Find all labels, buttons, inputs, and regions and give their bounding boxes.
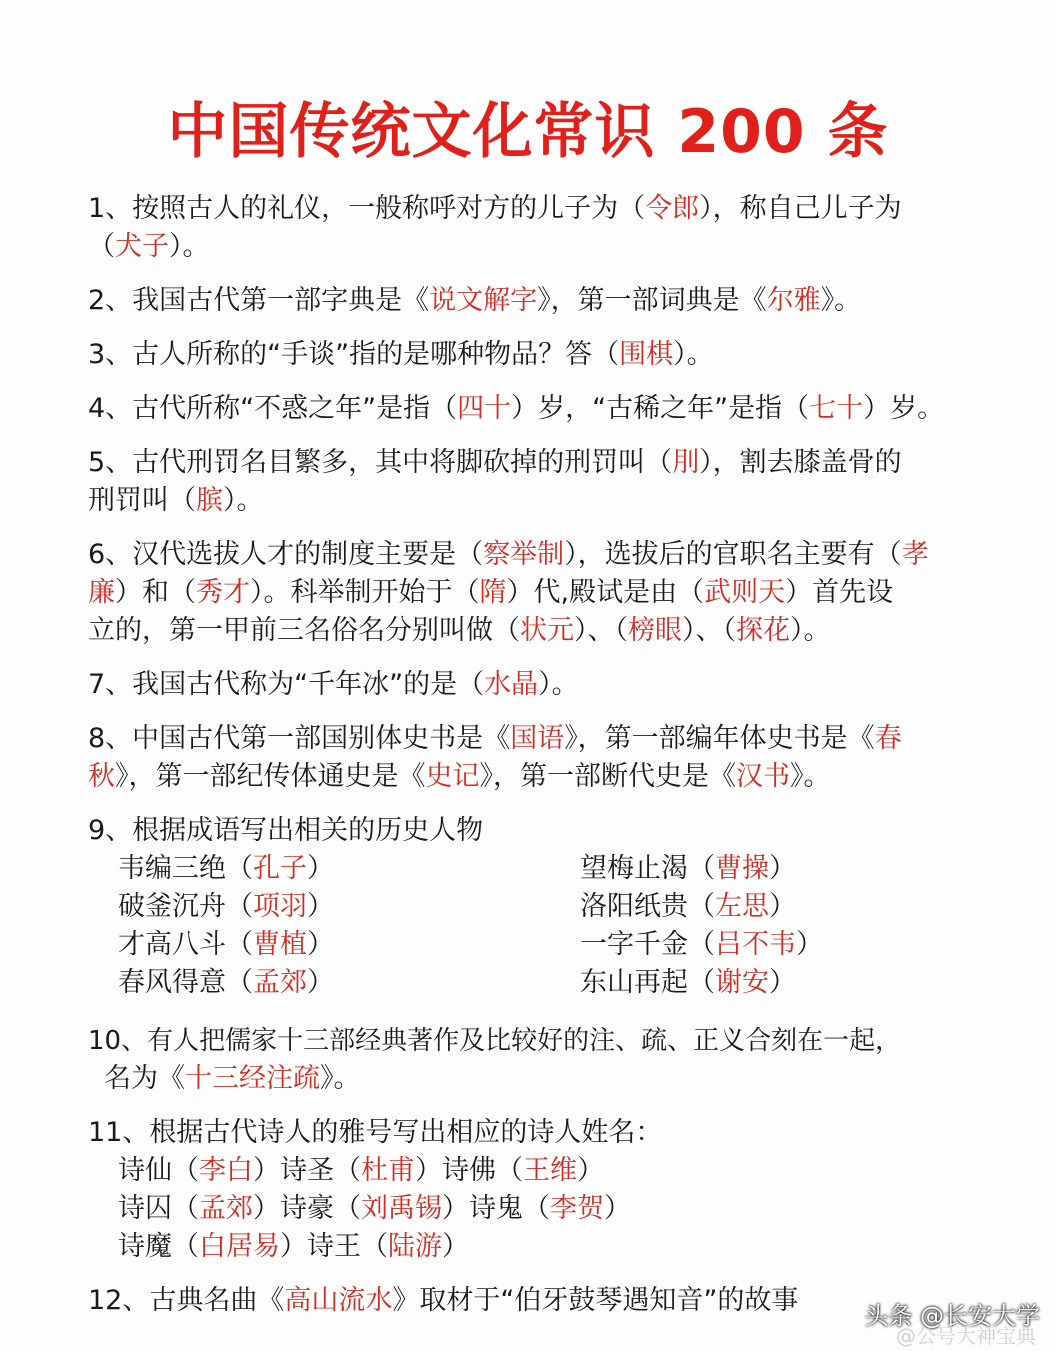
poet-text: ） <box>604 1193 631 1224</box>
idiom-answer: 孟郊 <box>253 967 307 998</box>
poet-text: 诗王（ <box>307 1231 388 1262</box>
item-12-text: 12、古典名曲《 <box>88 1285 285 1316</box>
page-title: 中国传统文化常识 200 条 <box>167 97 889 167</box>
item-6-line-1 <box>88 536 978 574</box>
idiom-text: ） <box>307 853 334 884</box>
idiom-row <box>118 850 334 888</box>
item-1-text: （ <box>88 231 115 262</box>
item-6-text: ）。 <box>790 615 831 646</box>
idiom-row <box>118 926 334 964</box>
item-1-text: 1、按照古人的礼仪，一般称呼对方的儿子为（ <box>88 193 646 224</box>
idiom-answer: 孔子 <box>253 853 307 884</box>
item-3 <box>88 336 978 374</box>
watermark-toutiao: 头条 @长安大学 <box>864 1302 1040 1330</box>
poet-text: 诗圣（ <box>280 1155 361 1186</box>
item-8-text: 》，第一部编年体史书是《 <box>564 723 875 754</box>
item-6-text: ），选拔后的官职名主要有（ <box>564 539 902 570</box>
item-1-text: ），称自己儿子为 <box>699 193 902 224</box>
poet-text: 诗囚（ <box>118 1193 199 1224</box>
poet-answer: 孟郊 <box>199 1193 253 1224</box>
item-5-text: 刑罚叫（ <box>88 485 196 516</box>
item-5-line-1 <box>88 444 978 482</box>
poet-text: ） <box>577 1155 604 1186</box>
idiom-row <box>580 926 823 964</box>
poet-text: 诗魔（ <box>118 1231 199 1262</box>
idiom-text: 一字千金（ <box>580 929 715 960</box>
idiom-text: 破釜沉舟（ <box>118 891 253 922</box>
item-5-answer-2: 膑 <box>196 485 223 516</box>
idiom-row <box>580 850 796 888</box>
item-2-text: 2、我国古代第一部字典是《 <box>88 285 430 316</box>
idiom-answer: 谢安 <box>715 967 769 998</box>
idiom-row <box>118 964 334 1002</box>
poet-row-3 <box>118 1228 469 1266</box>
poet-answer: 杜甫 <box>361 1155 415 1186</box>
idiom-text: ） <box>307 929 334 960</box>
item-1-text: ）。 <box>169 231 210 262</box>
poet-answer: 王维 <box>523 1155 577 1186</box>
item-6-answer: 榜眼 <box>628 615 682 646</box>
idiom-text: 韦编三绝（ <box>118 853 253 884</box>
idiom-text: ） <box>796 929 823 960</box>
poet-answer: 李白 <box>199 1155 253 1186</box>
idiom-text: 春风得意（ <box>118 967 253 998</box>
item-6-line-2 <box>88 574 978 612</box>
item-3-text: 3、古人所称的“手谈”指的是哪种物品？答（ <box>88 339 620 370</box>
item-8-answer: 史记 <box>425 761 480 792</box>
item-6-answer: 状元 <box>520 615 574 646</box>
item-10-line-1: 10、有人把儒家十三部经典著作及比较好的注、疏、正义合刻在一起， <box>88 1026 902 1056</box>
item-5-line-2 <box>88 482 978 520</box>
item-6-answer: 探花 <box>736 615 790 646</box>
poet-text: 诗仙（ <box>118 1155 199 1186</box>
poet-text: ） <box>253 1193 280 1224</box>
item-6-text: ）和（ <box>115 577 196 608</box>
item-8-answer: 春 <box>874 723 902 754</box>
item-6-answer: 秀才 <box>196 577 250 608</box>
item-8-answer: 汉书 <box>736 761 790 792</box>
poet-text: 诗豪（ <box>280 1193 361 1224</box>
item-2-answer-1: 说文解字 <box>429 285 538 316</box>
item-1-line-1 <box>88 190 978 228</box>
item-2-answer-2: 尔雅 <box>766 285 821 316</box>
item-5-text: ）。 <box>223 485 264 516</box>
idiom-row <box>118 888 334 926</box>
poet-text: ） <box>442 1231 469 1262</box>
item-11-heading: 11、根据古代诗人的雅号写出相应的诗人姓名： <box>88 1117 663 1148</box>
item-10-answer: 十三经注疏 <box>185 1063 320 1094</box>
item-8-text: 8、中国古代第一部国别体史书是《 <box>88 723 511 754</box>
item-4 <box>88 390 978 428</box>
item-4-text: ）岁，“古稀之年”是指（ <box>511 393 810 424</box>
item-1-answer-1: 令郎 <box>645 193 700 224</box>
idiom-text: ） <box>307 967 334 998</box>
item-5-text: 5、古代刑罚名目繁多，其中将脚砍掉的刑罚叫（ <box>88 447 673 478</box>
item-6-answer: 武则天 <box>704 577 786 608</box>
item-10-text: 》。 <box>320 1063 361 1094</box>
item-4-text: 4、古代所称“不惑之年”是指（ <box>88 393 458 424</box>
idiom-text: ） <box>769 853 796 884</box>
item-4-answer-1: 四十 <box>457 393 512 424</box>
item-6-answer: 隋 <box>479 577 507 608</box>
item-4-answer-2: 七十 <box>809 393 864 424</box>
item-6-text: 6、汉代选拔人才的制度主要是（ <box>88 539 484 570</box>
poet-answer: 白居易 <box>199 1231 280 1262</box>
item-4-text: ）岁。 <box>863 393 945 424</box>
item-5-answer-1: 刖 <box>672 447 700 478</box>
item-7-text: ）。 <box>538 669 579 700</box>
item-6-text: 立的，第一甲前三名俗名分别叫做（ <box>88 615 520 646</box>
item-12-answer: 高山流水 <box>284 1285 393 1316</box>
item-6-line-3 <box>88 612 978 650</box>
poet-answer: 陆游 <box>388 1231 442 1262</box>
watermark-secondary: @公号大神宝典 <box>896 1324 1036 1348</box>
item-3-answer: 围棋 <box>619 339 674 370</box>
item-5-text: ），割去膝盖骨的 <box>699 447 902 478</box>
item-6-text: ）首先设 <box>785 577 894 608</box>
idiom-answer: 左思 <box>715 891 769 922</box>
idiom-answer: 曹操 <box>715 853 769 884</box>
poet-text: ） <box>253 1155 280 1186</box>
item-8-line-2 <box>88 758 978 796</box>
poet-answer: 李贺 <box>550 1193 604 1224</box>
idiom-text: ） <box>307 891 334 922</box>
item-7-answer: 水晶 <box>484 669 539 700</box>
item-6-answer: 廉 <box>88 577 115 608</box>
idiom-text: ） <box>769 891 796 922</box>
idiom-answer: 吕不韦 <box>715 929 796 960</box>
idiom-text: 才高八斗（ <box>118 929 253 960</box>
item-6-text: ）、（ <box>682 615 736 646</box>
item-8-line-1 <box>88 720 978 758</box>
idiom-text: 望梅止渴（ <box>580 853 715 884</box>
item-1-answer-2: 犬子 <box>115 231 169 262</box>
item-6-text: ）代,殿试是由（ <box>506 577 705 608</box>
item-8-text: 》，第一部断代史是《 <box>479 761 736 792</box>
item-3-text: ）。 <box>673 339 714 370</box>
item-6-answer: 察举制 <box>483 539 565 570</box>
item-8-text: 》。 <box>790 761 831 792</box>
idiom-text: 洛阳纸贵（ <box>580 891 715 922</box>
item-1-line-2 <box>88 228 978 266</box>
poet-answer: 刘禹锡 <box>361 1193 442 1224</box>
idiom-row <box>580 964 796 1002</box>
item-8-answer: 秋 <box>88 761 115 792</box>
poet-row-2 <box>118 1190 631 1228</box>
item-2 <box>88 282 978 320</box>
item-2-text: 》。 <box>820 285 862 316</box>
item-6-answer: 孝 <box>901 539 929 570</box>
item-10-text: 名为《 <box>104 1063 185 1094</box>
item-8-answer: 国语 <box>510 723 565 754</box>
idiom-text: ） <box>769 967 796 998</box>
idiom-text: 东山再起（ <box>580 967 715 998</box>
idiom-answer: 曹植 <box>253 929 307 960</box>
poet-text: 诗佛（ <box>442 1155 523 1186</box>
item-7 <box>88 666 978 704</box>
poet-text: ） <box>415 1155 442 1186</box>
item-9-heading: 9、根据成语写出相关的历史人物 <box>88 815 484 846</box>
poet-text: 诗鬼（ <box>469 1193 550 1224</box>
idiom-row <box>580 888 796 926</box>
item-6-text: ）、（ <box>574 615 628 646</box>
item-12-text: 》取材于“伯牙鼓琴遇知音”的故事 <box>392 1285 799 1316</box>
item-8-text: 》，第一部纪传体通史是《 <box>115 761 426 792</box>
item-12 <box>88 1282 978 1320</box>
item-7-text: 7、我国古代称为“千年冰”的是（ <box>88 669 485 700</box>
poet-text: ） <box>280 1231 307 1262</box>
poet-row-1 <box>118 1152 604 1190</box>
item-10-line-2 <box>104 1060 994 1098</box>
idiom-answer: 项羽 <box>253 891 307 922</box>
item-2-text: 》，第一部词典是《 <box>537 285 767 316</box>
poet-text: ） <box>442 1193 469 1224</box>
item-6-text: ）。科举制开始于（ <box>250 577 480 608</box>
